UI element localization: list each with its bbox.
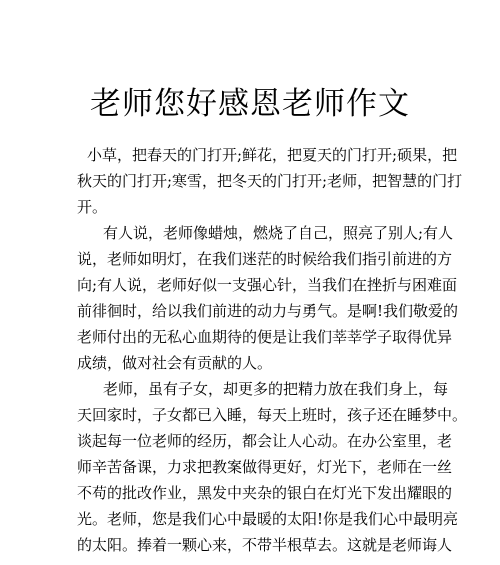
paragraph-3-line-2: 天回家时，子女都已入睡，每天上班时，孩子还在睡梦中。 [77, 406, 468, 424]
paragraph-3-line-4: 师辛苦备课，力求把教案做得更好，灯光下，老师在一丝 [77, 458, 453, 476]
paragraph-3-line-5: 不苟的批改作业，黑发中夹杂的银白在灯光下发出耀眼的 [77, 484, 453, 502]
paragraph-1-line-3: 开。 [77, 198, 108, 216]
paragraph-2-line-4: 前徘徊时，给以我们前进的动力与勇气。是啊!我们敬爱的 [77, 302, 459, 320]
paragraph-3-line-1: 老师，虽有子女，却更多的把精力放在我们身上，每 [103, 380, 449, 398]
paragraph-1-line-1: 小草，把春天的门打开;鲜花，把夏天的门打开;硕果，把 [87, 146, 458, 164]
paragraph-2-line-1: 有人说，老师像蜡烛，燃烧了自己，照亮了别人;有人 [103, 224, 454, 242]
paragraph-3-line-3: 谈起每一位老师的经历，都会让人心动。在办公室里，老 [77, 432, 453, 450]
paragraph-2-line-6: 成绩，做对社会有贡献的人。 [77, 354, 273, 372]
paragraph-2-line-3: 向;有人说，老师好似一支强心针，当我们在挫折与困难面 [77, 276, 458, 294]
paragraph-3-line-6: 光。老师，您是我们心中最暖的太阳!你是我们心中最明亮 [77, 510, 459, 528]
paragraph-2-line-5: 老师付出的无私心血期待的便是让我们莘莘学子取得优异 [77, 328, 453, 346]
paragraph-3-line-7: 的太阳。捧着一颗心来，不带半根草去。这就是老师诲人 [77, 536, 453, 554]
paragraph-2-line-2: 说，老师如明灯，在我们迷茫的时候给我们指引前进的方 [77, 250, 453, 268]
document-title: 老师您好感恩老师作文 [90, 86, 410, 122]
paragraph-1-line-2: 秋天的门打开;寒雪，把冬天的门打开;老师，把智慧的门打 [77, 172, 463, 190]
